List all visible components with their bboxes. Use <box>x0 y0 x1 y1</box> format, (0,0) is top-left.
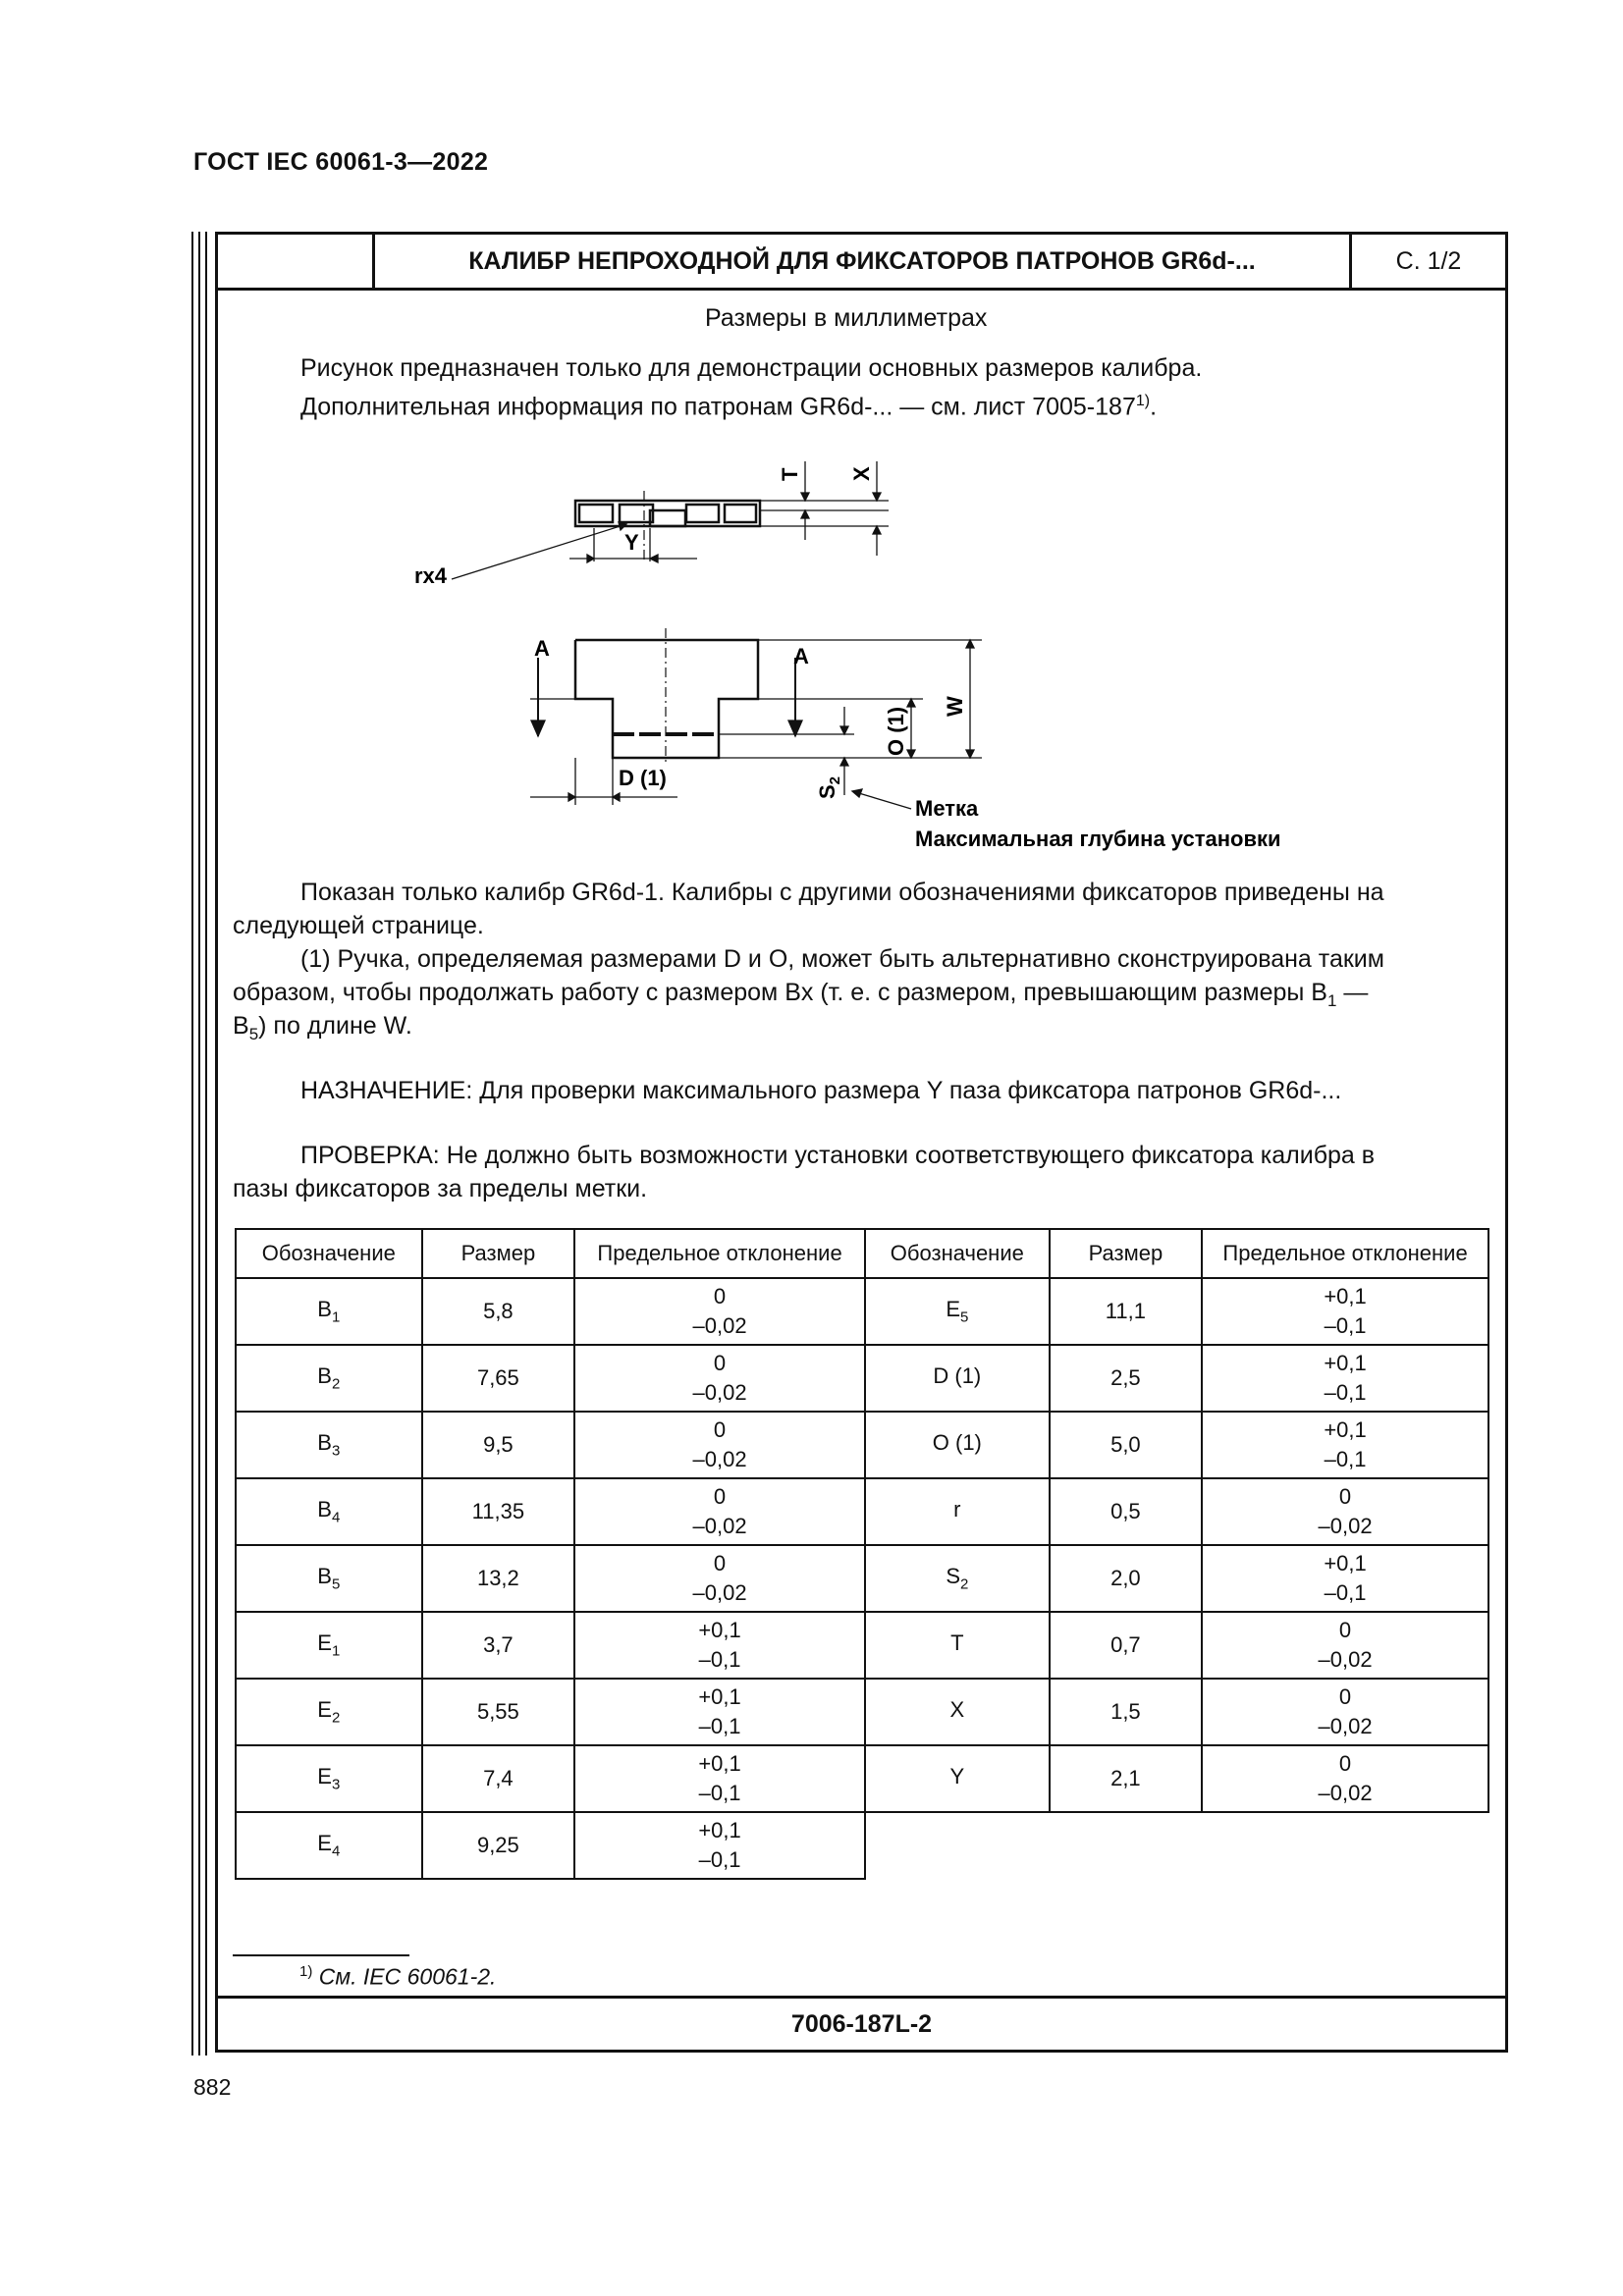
para-note-2-end: — <box>1336 979 1369 1006</box>
cell-size: 5,8 <box>422 1278 574 1345</box>
footnote-mark: 1) <box>299 1963 313 1980</box>
symbol-subscript: 2 <box>331 1375 341 1393</box>
slot-4 <box>725 505 756 522</box>
deviation-lower: –0,1 <box>1324 1580 1367 1605</box>
arrow <box>873 493 881 501</box>
deviation-lower: –0,02 <box>1318 1514 1373 1538</box>
deviation-upper: 0 <box>713 1284 727 1308</box>
cell-symbol <box>865 1679 1050 1745</box>
check-line-2: пазы фиксаторов за пределы метки. <box>233 1175 648 1202</box>
cell-size: 5,0 <box>1050 1412 1202 1478</box>
symbol-text: X <box>949 1697 965 1723</box>
para-note-3-sub: 5 <box>248 1025 259 1043</box>
table-row <box>865 1478 1488 1545</box>
table-row <box>236 1812 865 1879</box>
arrow <box>801 493 809 501</box>
symbol-subscript: 2 <box>960 1575 969 1593</box>
symbol-subscript: 4 <box>331 1509 341 1526</box>
cell-size: 3,7 <box>422 1612 574 1679</box>
symbol-text: E <box>317 1697 332 1723</box>
cell-symbol <box>865 1545 1050 1612</box>
slot-2 <box>620 505 653 522</box>
cell-symbol <box>236 1478 422 1545</box>
col-header-size: Размер <box>1050 1229 1202 1278</box>
table-row <box>865 1545 1488 1612</box>
cell-deviation <box>574 1345 865 1412</box>
side-dimensions <box>530 640 982 809</box>
deviation-lower: –0,1 <box>698 1847 741 1872</box>
arrow <box>613 793 620 801</box>
cell-deviation <box>574 1278 865 1345</box>
label-O1: O (1) <box>884 706 908 756</box>
deviation-lower: –0,02 <box>692 1514 747 1538</box>
intro-end: . <box>1150 393 1158 421</box>
cell-symbol <box>865 1612 1050 1679</box>
label-W: W <box>943 696 967 717</box>
purpose-text: НАЗНАЧЕНИЕ: Для проверки максимального размера Y паза фиксатора патронов GR6d-... <box>300 1077 1342 1104</box>
tolerance-table-right <box>864 1228 1489 1813</box>
col-header-symbol: Обозначение <box>236 1229 422 1278</box>
col-header-deviation: Предельное отклонение <box>574 1229 865 1278</box>
cell-deviation <box>1202 1345 1488 1412</box>
deviation-upper: 0 <box>713 1551 727 1575</box>
label-A-left: A <box>534 636 550 661</box>
cell-size: 9,25 <box>422 1812 574 1879</box>
cell-size: 2,0 <box>1050 1545 1202 1612</box>
cell-symbol <box>865 1345 1050 1412</box>
cell-deviation <box>1202 1679 1488 1745</box>
deviation-upper: +0,1 <box>698 1818 741 1842</box>
symbol-subscript: 4 <box>331 1842 341 1860</box>
deviation-upper: +0,1 <box>1324 1417 1367 1442</box>
tolerance-table-left <box>235 1228 866 1880</box>
deviation-upper: 0 <box>713 1484 727 1509</box>
symbol-text: B <box>317 1497 332 1522</box>
symbol-text: E <box>946 1297 960 1322</box>
label-T: T <box>778 467 802 481</box>
cell-symbol <box>236 1745 422 1812</box>
deviation-upper: +0,1 <box>1324 1284 1367 1308</box>
margin-line <box>191 232 193 2056</box>
cell-symbol <box>236 1345 422 1412</box>
deviation-lower: –0,1 <box>698 1714 741 1738</box>
table-row <box>236 1612 865 1679</box>
cell-symbol <box>865 1412 1050 1478</box>
label-S: S <box>815 784 839 799</box>
table-row <box>865 1278 1488 1345</box>
cell-symbol <box>236 1545 422 1612</box>
deviation-upper: 0 <box>1338 1484 1352 1509</box>
deviation-upper: 0 <box>1338 1751 1352 1776</box>
para-note-3 <box>233 1009 412 1051</box>
cell-deviation <box>1202 1545 1488 1612</box>
para-note-2-text: образом, чтобы продолжать работу с размером Bx (т. е. с размером, превышающим размеры B <box>233 979 1327 1006</box>
deviation-upper: +0,1 <box>1324 1551 1367 1575</box>
footnote-separator <box>233 1954 409 1956</box>
symbol-text: E <box>317 1764 332 1789</box>
symbol-text: Y <box>949 1764 965 1789</box>
symbol-text: T <box>950 1630 964 1656</box>
symbol-subscript: 1 <box>331 1308 341 1326</box>
deviation-upper: +0,1 <box>698 1618 741 1642</box>
label-Y: Y <box>624 530 639 555</box>
symbol-subscript: 3 <box>331 1776 341 1793</box>
cell-size: 9,5 <box>422 1412 574 1478</box>
leader-mark <box>852 791 911 809</box>
title-empty-cell <box>218 235 375 288</box>
cell-size: 0,5 <box>1050 1478 1202 1545</box>
arrow <box>650 555 658 562</box>
cell-symbol <box>865 1478 1050 1545</box>
standard-code: ГОСТ IEC 60061-3—2022 <box>193 148 489 176</box>
cell-size: 7,4 <box>422 1745 574 1812</box>
arrow <box>587 555 594 562</box>
symbol-text: S <box>946 1564 960 1589</box>
table-header-row <box>236 1229 865 1278</box>
table-row <box>236 1545 865 1612</box>
table-row <box>236 1478 865 1545</box>
deviation-lower: –0,02 <box>692 1380 747 1405</box>
label-rx4: rx4 <box>414 563 448 588</box>
deviation-lower: –0,02 <box>692 1447 747 1471</box>
deviation-lower: –0,1 <box>1324 1447 1367 1471</box>
deviation-upper: 0 <box>713 1417 727 1442</box>
sheet-title: КАЛИБР НЕПРОХОДНОЙ ДЛЯ ФИКСАТОРОВ ПАТРОНОВ GR6d-... <box>375 235 1352 288</box>
deviation-upper: +0,1 <box>1324 1351 1367 1375</box>
label-mark: Метка <box>915 796 979 821</box>
arrow <box>801 510 809 518</box>
para-note-3-text: B <box>233 1012 249 1040</box>
arrow <box>568 793 575 801</box>
symbol-subscript: 5 <box>331 1575 341 1593</box>
cell-size: 2,1 <box>1050 1745 1202 1812</box>
cell-size: 7,65 <box>422 1345 574 1412</box>
arrow <box>907 750 915 758</box>
deviation-lower: –0,02 <box>1318 1647 1373 1672</box>
slot-1 <box>579 505 613 522</box>
deviation-lower: –0,02 <box>692 1580 747 1605</box>
cell-size: 0,7 <box>1050 1612 1202 1679</box>
footnote-text: См. IEC 60061-2. <box>318 1963 497 1990</box>
symbol-text: D (1) <box>933 1363 982 1389</box>
deviation-upper: +0,1 <box>698 1684 741 1709</box>
cell-deviation <box>1202 1612 1488 1679</box>
col-header-symbol: Обозначение <box>865 1229 1050 1278</box>
para-shown-1: Показан только калибр GR6d-1. Калибры с другими обозначениями фиксаторов приведены на <box>300 879 1384 906</box>
table-row <box>865 1745 1488 1812</box>
title-block <box>218 235 1505 291</box>
footnote <box>299 1963 496 1991</box>
cell-symbol <box>236 1679 422 1745</box>
table-header-row <box>865 1229 1488 1278</box>
symbol-text: B <box>317 1363 332 1389</box>
para-shown-2: следующей странице. <box>233 912 484 939</box>
para-note-3-end: ) по длине W. <box>258 1012 412 1040</box>
arrow <box>907 699 915 707</box>
cell-deviation <box>574 1812 865 1879</box>
deviation-upper: +0,1 <box>698 1751 741 1776</box>
cell-deviation <box>574 1679 865 1745</box>
cell-size: 11,1 <box>1050 1278 1202 1345</box>
deviation-lower: –0,1 <box>1324 1380 1367 1405</box>
table-row <box>865 1412 1488 1478</box>
cell-size: 2,5 <box>1050 1345 1202 1412</box>
para-note-1: (1) Ручка, определяемая размерами D и O, может быть альтернативно сконструирована таким <box>300 945 1384 973</box>
intro-line-1: Рисунок предназначен только для демонстрации основных размеров калибра. <box>300 354 1203 382</box>
table-row <box>865 1679 1488 1745</box>
symbol-text: B <box>317 1297 332 1322</box>
symbol-text: B <box>317 1430 332 1456</box>
table-row <box>236 1412 865 1478</box>
slot-3 <box>686 505 719 522</box>
deviation-lower: –0,1 <box>698 1647 741 1672</box>
table-row <box>236 1345 865 1412</box>
symbol-text: r <box>953 1497 961 1522</box>
symbol-text: O (1) <box>932 1430 982 1456</box>
top-view <box>575 491 760 560</box>
label-A-right: A <box>793 644 809 668</box>
symbol-subscript: 3 <box>331 1442 341 1460</box>
deviation-lower: –0,1 <box>698 1781 741 1805</box>
table-row <box>865 1345 1488 1412</box>
deviation-lower: –0,02 <box>1318 1714 1373 1738</box>
label-depth: Максимальная глубина установки <box>915 827 1281 851</box>
cell-symbol <box>865 1745 1050 1812</box>
cell-symbol <box>865 1278 1050 1345</box>
table-row <box>865 1612 1488 1679</box>
cell-deviation <box>574 1545 865 1612</box>
top-dimensions <box>452 461 889 579</box>
col-header-deviation: Предельное отклонение <box>1202 1229 1488 1278</box>
table-row <box>236 1745 865 1812</box>
cell-size: 5,55 <box>422 1679 574 1745</box>
symbol-text: E <box>317 1630 332 1656</box>
deviation-lower: –0,1 <box>1324 1313 1367 1338</box>
symbol-subscript: 2 <box>331 1709 341 1727</box>
deviation-upper: 0 <box>1338 1618 1352 1642</box>
cell-deviation <box>574 1478 865 1545</box>
label-D1: D (1) <box>619 766 667 790</box>
col-header-size: Размер <box>422 1229 574 1278</box>
arrow <box>852 789 862 797</box>
cell-deviation <box>1202 1412 1488 1478</box>
margin-line <box>205 232 207 2056</box>
margin-line <box>198 232 200 2056</box>
intro-text: Дополнительная информация по патронам GR6d-... — см. лист 7005-187 <box>300 393 1136 421</box>
side-view <box>575 628 758 766</box>
cell-symbol <box>236 1812 422 1879</box>
arrow <box>840 758 848 766</box>
cell-size: 13,2 <box>422 1545 574 1612</box>
leader-rx4 <box>452 524 626 579</box>
arrow <box>966 640 974 648</box>
cell-symbol <box>236 1412 422 1478</box>
table-row <box>236 1679 865 1745</box>
symbol-text: B <box>317 1564 332 1589</box>
units-note: Размеры в миллиметрах <box>705 304 988 332</box>
cell-symbol <box>236 1278 422 1345</box>
symbol-subscript: 5 <box>960 1308 969 1326</box>
deviation-lower: –0,02 <box>1318 1781 1373 1805</box>
arrow <box>840 726 848 734</box>
sheet-code: 7006-187L-2 <box>218 1996 1505 2050</box>
cell-size: 1,5 <box>1050 1679 1202 1745</box>
cell-size: 11,35 <box>422 1478 574 1545</box>
arrow <box>619 522 626 530</box>
arrow <box>531 721 545 736</box>
deviation-upper: 0 <box>713 1351 727 1375</box>
para-note-2-sub: 1 <box>1326 991 1337 1010</box>
page-number: 882 <box>193 2074 232 2100</box>
arrow <box>873 526 881 534</box>
gauge-drawing <box>393 442 1335 874</box>
check-line-1: ПРОВЕРКА: Не должно быть возможности установки соответствующего фиксатора калибра в <box>300 1142 1376 1169</box>
symbol-subscript: 1 <box>331 1642 341 1660</box>
cell-symbol <box>236 1612 422 1679</box>
cell-deviation <box>574 1412 865 1478</box>
cell-deviation <box>574 1612 865 1679</box>
cell-deviation <box>1202 1745 1488 1812</box>
table-row <box>236 1278 865 1345</box>
intro-line-2 <box>300 385 1157 423</box>
deviation-lower: –0,02 <box>692 1313 747 1338</box>
deviation-upper: 0 <box>1338 1684 1352 1709</box>
cell-deviation <box>574 1745 865 1812</box>
sheet-page: С. 1/2 <box>1395 246 1462 275</box>
cell-deviation <box>1202 1278 1488 1345</box>
intro-footnote-ref: 1) <box>1135 393 1151 409</box>
cell-deviation <box>1202 1478 1488 1545</box>
label-X: X <box>849 466 874 481</box>
label-S-sub: 2 <box>827 775 843 785</box>
key-slot <box>650 510 685 526</box>
symbol-text: E <box>317 1831 332 1856</box>
arrow <box>966 750 974 758</box>
label-S2 <box>815 776 843 799</box>
